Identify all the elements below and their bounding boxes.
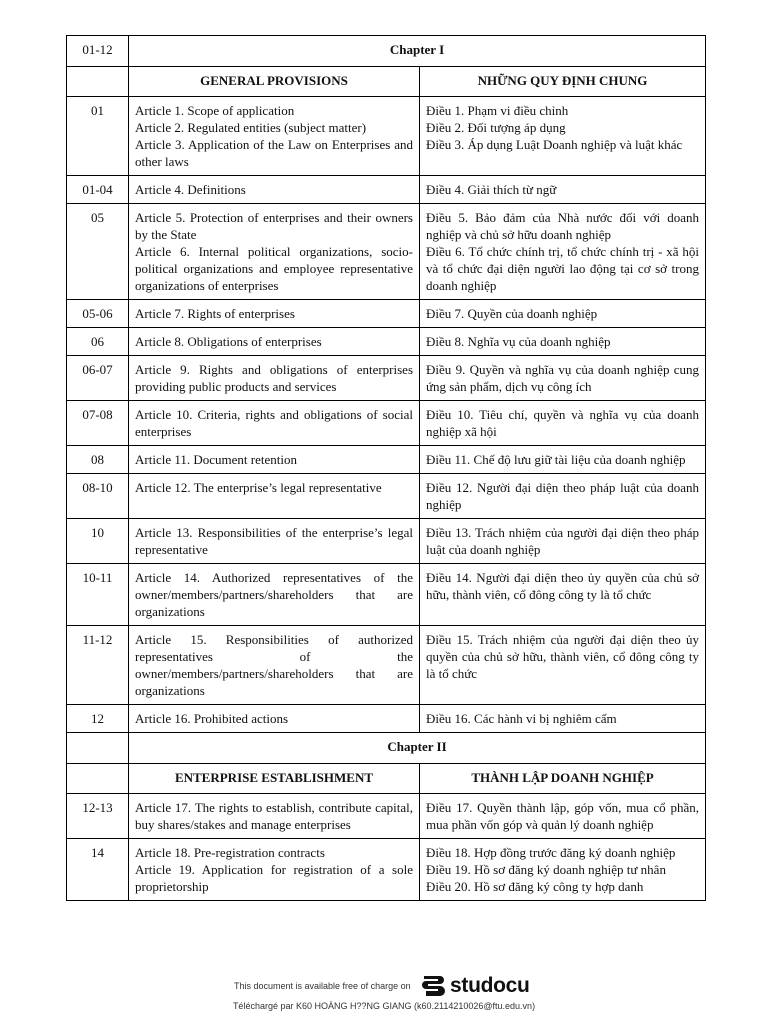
article-row xyxy=(67,97,706,176)
article-cell-en xyxy=(129,794,420,839)
article-row xyxy=(67,356,706,401)
article-row xyxy=(67,328,706,356)
article-title: Điều 18. Hợp đồng trước đăng ký doanh nghiệp xyxy=(426,845,676,860)
section-header-row xyxy=(67,67,706,97)
article-cell-vi xyxy=(420,204,706,300)
article-title: Article 15. Responsibilities of authorized representatives of the owner/members/partners/shareholders that are organizations xyxy=(135,632,413,698)
article-cell-en xyxy=(129,300,420,328)
article-title: Điều 3. Áp dụng Luật Doanh nghiệp và luật khác xyxy=(426,137,683,152)
page-range: 06 xyxy=(67,328,129,356)
article-title: Điều 9. Quyền và nghĩa vụ của doanh nghiệp cung ứng sản phẩm, dịch vụ công ích xyxy=(426,362,700,394)
chapter-title: Chapter I xyxy=(129,36,706,67)
article-title: Điều 12. Người đại diện theo pháp luật của doanh nghiệp xyxy=(426,480,700,512)
article-title: Article 16. Prohibited actions xyxy=(135,711,289,726)
article-cell-en xyxy=(129,474,420,519)
article-title: Article 11. Document retention xyxy=(135,452,297,467)
article-cell-en xyxy=(129,705,420,733)
page-range: 05-06 xyxy=(67,300,129,328)
page-range: 12-13 xyxy=(67,794,129,839)
article-title: Điều 19. Hồ sơ đăng ký doanh nghiệp tư nhân xyxy=(426,862,666,877)
section-title-en: ENTERPRISE ESTABLISHMENT xyxy=(129,764,420,794)
article-cell-en xyxy=(129,97,420,176)
article-title: Article 4. Definitions xyxy=(135,182,246,197)
article-cell-vi xyxy=(420,839,706,901)
article-title: Điều 16. Các hành vi bị nghiêm cấm xyxy=(426,711,617,726)
empty-cell xyxy=(67,67,129,97)
article-row xyxy=(67,705,706,733)
footer xyxy=(0,970,768,1004)
article-cell-en xyxy=(129,446,420,474)
article-title: Article 19. Application for registration of a sole proprietorship xyxy=(135,862,413,894)
article-cell-vi xyxy=(420,794,706,839)
article-title: Article 9. Rights and obligations of enterprises providing public products and services xyxy=(135,362,413,394)
article-row xyxy=(67,446,706,474)
article-row xyxy=(67,204,706,300)
article-title: Điều 1. Phạm vi điều chỉnh xyxy=(426,103,569,118)
page-range: 10 xyxy=(67,519,129,564)
article-row xyxy=(67,564,706,626)
article-title: Article 8. Obligations of enterprises xyxy=(135,334,322,349)
page-range: 10-11 xyxy=(67,564,129,626)
article-cell-en xyxy=(129,564,420,626)
page-range: 07-08 xyxy=(67,401,129,446)
article-title: Điều 10. Tiêu chí, quyền và nghĩa vụ của doanh nghiệp xã hội xyxy=(426,407,700,439)
article-title: Điều 13. Trách nhiệm của người đại diện theo pháp luật của doanh nghiệp xyxy=(426,525,700,557)
article-cell-en xyxy=(129,176,420,204)
chapter-1-row xyxy=(67,36,706,67)
article-cell-en xyxy=(129,328,420,356)
page-range: 12 xyxy=(67,705,129,733)
page-range: 05 xyxy=(67,204,129,300)
page-range xyxy=(67,733,129,764)
article-cell-en xyxy=(129,401,420,446)
download-note: Téléchargé par K60 HOÀNG H??NG GIANG (k60.2114210026@ftu.edu.vn) xyxy=(232,1001,536,1011)
article-cell-vi xyxy=(420,626,706,705)
article-title: Article 2. Regulated entities (subject matter) xyxy=(135,120,367,135)
empty-cell xyxy=(67,764,129,794)
page-range: 11-12 xyxy=(67,626,129,705)
article-cell-vi xyxy=(420,564,706,626)
article-cell-en xyxy=(129,839,420,901)
article-cell-vi xyxy=(420,328,706,356)
article-title: Điều 14. Người đại diện theo ủy quyền của chủ sở hữu, thành viên, cổ đông công ty là tổ chức xyxy=(426,570,700,602)
article-title: Article 12. The enterprise’s legal representative xyxy=(135,480,382,495)
article-row xyxy=(67,794,706,839)
article-cell-vi xyxy=(420,474,706,519)
article-cell-vi xyxy=(420,356,706,401)
article-title: Article 17. The rights to establish, contribute capital, buy shares/stakes and manage enterprises xyxy=(135,800,413,832)
page-range: 01 xyxy=(67,97,129,176)
article-cell-en xyxy=(129,356,420,401)
article-cell-vi xyxy=(420,97,706,176)
article-row xyxy=(67,176,706,204)
article-title: Article 3. Application of the Law on Enterprises and other laws xyxy=(135,137,413,169)
page-range: 06-07 xyxy=(67,356,129,401)
article-title: Điều 4. Giải thích từ ngữ xyxy=(426,182,557,197)
article-row xyxy=(67,626,706,705)
article-cell-vi xyxy=(420,401,706,446)
article-cell-vi xyxy=(420,519,706,564)
article-title: Điều 6. Tổ chức chính trị, tổ chức chính trị - xã hội và tổ chức đại diện người lao động tại cơ sở trong doanh nghiệp xyxy=(426,244,700,293)
article-cell-en xyxy=(129,626,420,705)
article-cell-vi xyxy=(420,176,706,204)
article-title: Điều 11. Chế độ lưu giữ tài liệu của doanh nghiệp xyxy=(426,452,686,467)
section-title-vi: NHỮNG QUY ĐỊNH CHUNG xyxy=(420,67,706,97)
article-row xyxy=(67,401,706,446)
article-cell-vi xyxy=(420,300,706,328)
page-range: 14 xyxy=(67,839,129,901)
article-cell-vi xyxy=(420,705,706,733)
article-row xyxy=(67,519,706,564)
article-title: Điều 17. Quyền thành lập, góp vốn, mua cổ phần, mua phần vốn góp và quản lý doanh nghiệp xyxy=(426,800,700,832)
section-header-row xyxy=(67,764,706,794)
article-title: Điều 15. Trách nhiệm của người đại diện theo ủy quyền của chủ sở hữu, thành viên, cổ đông công ty là tổ chức xyxy=(426,632,700,681)
article-cell-vi xyxy=(420,446,706,474)
article-title: Điều 2. Đối tượng áp dụng xyxy=(426,120,566,135)
article-title: Article 5. Protection of enterprises and their owners by the State xyxy=(135,210,413,242)
article-title: Article 18. Pre-registration contracts xyxy=(135,845,325,860)
page-range: 08-10 xyxy=(67,474,129,519)
availability-note: This document is available free of charge on xyxy=(234,981,411,991)
article-row xyxy=(67,300,706,328)
article-title: Article 6. Internal political organizations, socio-political organizations and employee representative organizations of enterprises xyxy=(135,244,413,293)
page-range: 01-12 xyxy=(67,36,129,67)
chapter-2-row xyxy=(67,733,706,764)
article-cell-en xyxy=(129,204,420,300)
article-title: Điều 8. Nghĩa vụ của doanh nghiệp xyxy=(426,334,611,349)
article-title: Điều 5. Bảo đảm của Nhà nước đối với doanh nghiệp và chủ sở hữu doanh nghiệp xyxy=(426,210,700,242)
article-title: Điều 7. Quyền của doanh nghiệp xyxy=(426,306,598,321)
article-title: Article 10. Criteria, rights and obligations of social enterprises xyxy=(135,407,413,439)
article-title: Article 13. Responsibilities of the enterprise’s legal representative xyxy=(135,525,413,557)
page-range: 01-04 xyxy=(67,176,129,204)
law-index-table xyxy=(66,35,706,901)
article-title: Article 7. Rights of enterprises xyxy=(135,306,295,321)
studocu-logo-icon xyxy=(420,972,446,1000)
article-title: Article 14. Authorized representatives of the owner/members/partners/shareholders that are organizations xyxy=(135,570,413,619)
section-title-en: GENERAL PROVISIONS xyxy=(129,67,420,97)
article-title: Điều 20. Hồ sơ đăng ký công ty hợp danh xyxy=(426,879,644,894)
article-title: Article 1. Scope of application xyxy=(135,103,295,118)
article-cell-en xyxy=(129,519,420,564)
section-title-vi: THÀNH LẬP DOANH NGHIỆP xyxy=(420,764,706,794)
chapter-title: Chapter II xyxy=(129,733,706,764)
article-row xyxy=(67,474,706,519)
brand-name: studocu xyxy=(450,974,530,997)
page-range: 08 xyxy=(67,446,129,474)
article-row xyxy=(67,839,706,901)
studocu-logo-link[interactable] xyxy=(420,970,530,1002)
